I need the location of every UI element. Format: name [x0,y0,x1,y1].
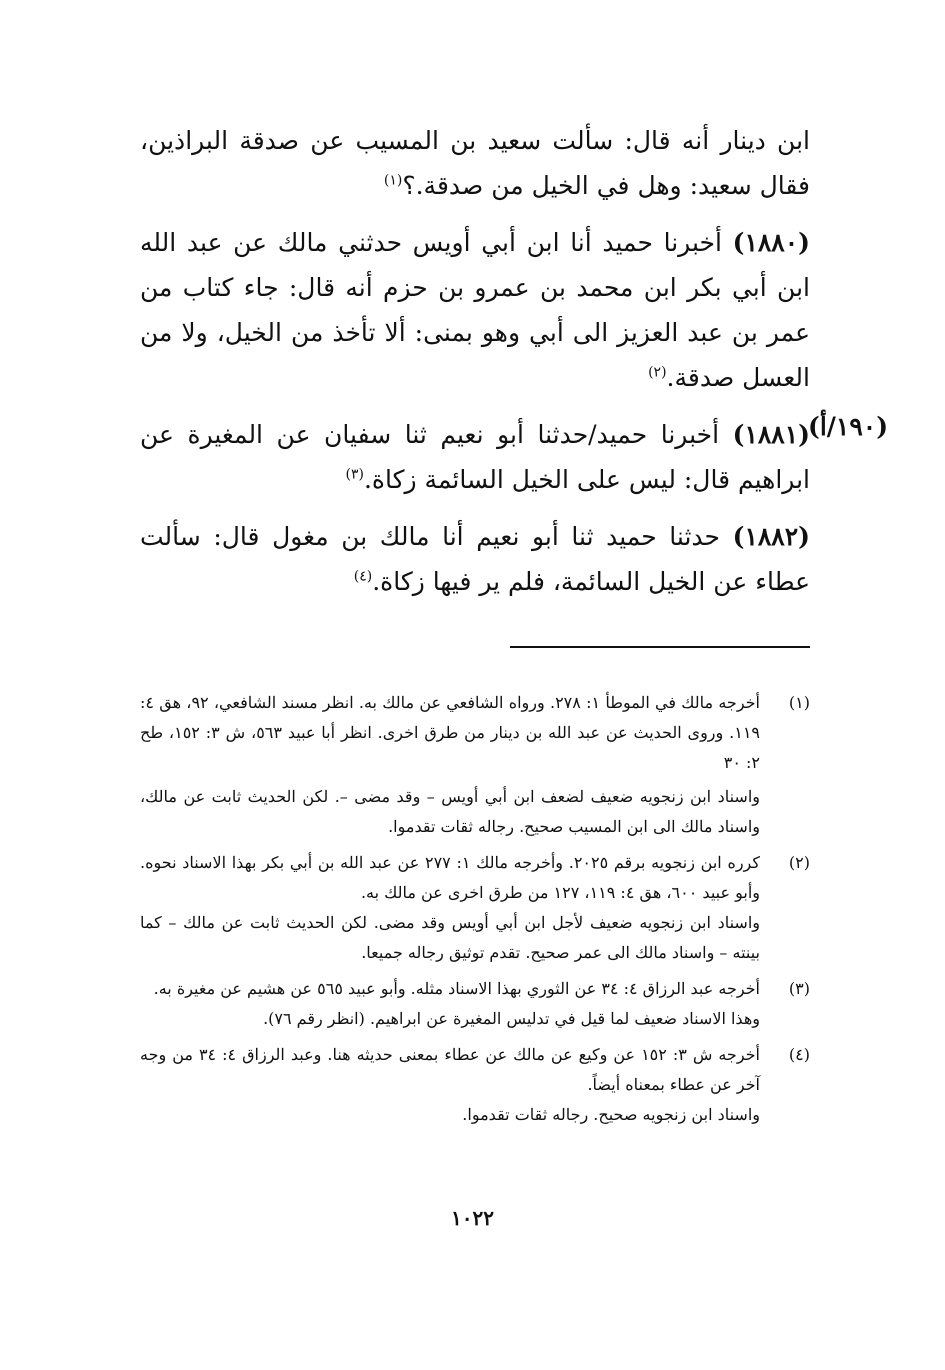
footnote-divider [510,646,810,648]
footnote-line: كرره ابن زنجويه برقم ٢٠٢٥. وأخرجه مالك ١: ٢٧٧ عن عبد الله بن أبي بكر بهذا الاسناد نحوه. وأبو عبيد ٦٠٠، هق ٤: ١١٩، ١٢٧ من طرق اخرى عن مالك به. [140,853,761,902]
paragraph-text: ابن دينار أنه قال: سألت سعيد بن المسيب عن صدقة البراذين، فقال سعيد: وهل في الخيل من صدقة.؟ [140,126,810,200]
footnote-ref: (١) [383,172,403,189]
footnote-line: أخرجه ش ٣: ١٥٢ عن وكيع عن مالك عن عطاء بمعنى حديثه هنا. وعبد الرزاق ٤: ٣٤ من وجه آخر عن عطاء بمعناه أيضاً. [140,1045,760,1094]
footnote-2 [140,848,810,968]
footnote-body [140,848,760,968]
footnotes [140,688,810,1136]
footnote-3 [140,974,810,1034]
footnote-line: واسناد ابن زنجويه صحيح. رجاله ثقات تقدموا. [462,1105,760,1124]
footnote-line: واسناد ابن زنجويه ضعيف لضعف ابن أبي أويس – وقد مضى –. لكن الحديث ثابت عن مالك، واسناد مالك الى ابن المسيب صحيح. رجاله ثقات تقدموا. [140,787,760,836]
footnote-ref: (٣) [345,466,364,483]
footnote-1 [140,688,810,842]
footnote-line: أخرجه عبد الرزاق ٤: ٣٤ عن الثوري بهذا الاسناد مثله. وأبو عبيد ٥٦٥ عن هشيم عن مغيرة به. [153,979,760,998]
page-number: ١٠٢٢ [451,1206,494,1230]
paragraph-text: أخبرنا حميد/حدثنا أبو نعيم ثنا سفيان عن المغيرة عن ابراهيم قال: ليس على الخيل السائمة زكاة. [140,420,810,494]
main-text [140,118,810,616]
footnote-4 [140,1040,810,1130]
footnote-number: (١) [788,693,810,712]
hadith-number: (١٨٨٢) [732,522,811,551]
manuscript-folio-note: (١٩٠/أ) [808,412,889,441]
footnote-line: واسناد ابن زنجويه ضعيف لأجل ابن أبي أويس وقد مضى. لكن الحديث ثابت عن مالك – كما بينته – واسناد مالك الى عمر صحيح. تقدم توثيق رجاله جميعا. [140,913,760,962]
footnote-ref: (٢) [648,364,667,381]
paragraph-text: حدثنا حميد ثنا أبو نعيم أنا مالك بن مغول قال: سألت عطاء عن الخيل السائمة، فلم ير فيها زكاة. [140,522,810,596]
paragraph-1880 [140,220,810,400]
paragraph-continuation [140,118,810,208]
footnote-number: (٣) [788,979,810,998]
paragraph-1881 [140,412,810,502]
footnote-body [140,974,760,1034]
footnote-body [140,1040,760,1130]
footnote-ref: (٤) [353,568,373,585]
paragraph-text: أخبرنا حميد أنا ابن أبي أويس حدثني مالك عن عبد الله ابن أبي بكر ابن محمد بن عمرو بن حزم أنه قال: جاء كتاب من عمر بن عبد العزيز الى أبي وهو بمنى: ألا تأخذ من الخيل، ولا من العسل صدقة. [140,228,810,392]
footnote-line: أخرجه مالك في الموطأ ١: ٢٧٨. ورواه الشافعي عن مالك به. انظر مسند الشافعي، ٩٢، هق ٤: ١١٩. وروى الحديث عن عبد الله بن دينار من طرق اخرى. انظر أبا عبيد ٥٦٣، ش ٣: ١٥٢، طح ٢: ٣٠ [140,693,761,772]
footnote-number: (٤) [788,1045,810,1064]
hadith-number: (١٨٨٠) [732,228,810,257]
footnote-line: وهذا الاسناد ضعيف لما قيل في تدليس المغيرة عن ابراهيم. (انظر رقم ٧٦). [263,1009,760,1028]
footnote-body [140,688,760,842]
paragraph-1882 [140,514,810,604]
footnote-number: (٢) [788,853,810,872]
hadith-number: (١٨٨١) [732,420,810,449]
